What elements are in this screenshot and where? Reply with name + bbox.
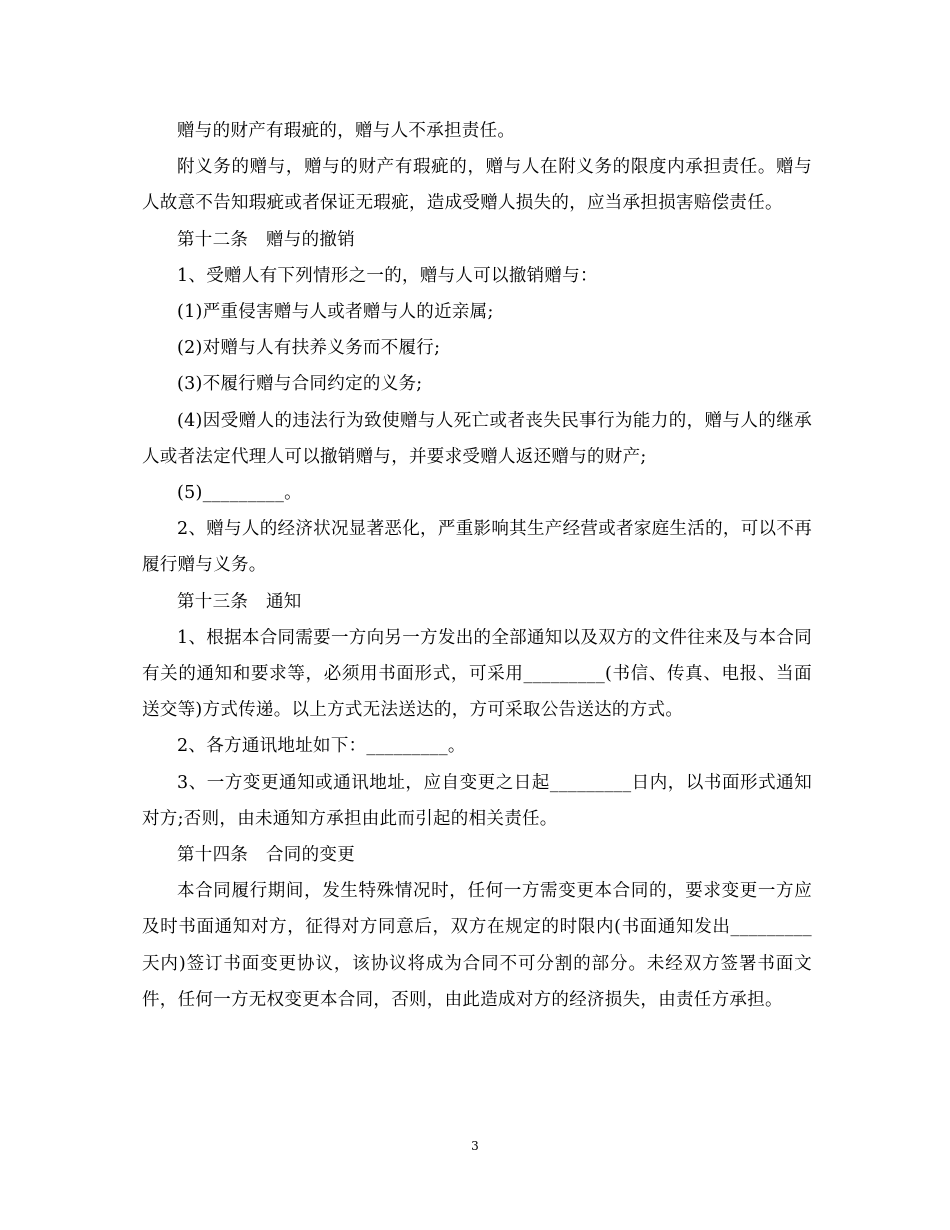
paragraph-notice-address: 2、各方通讯地址如下：_________。	[177, 736, 466, 757]
heading-article-12: 第十二条 赠与的撤销	[177, 229, 355, 250]
paragraph-defect-no-liability: 赠与的财产有瑕疵的，赠与人不承担责任。	[177, 121, 516, 141]
list-item-revocation-2: (2)对赠与人有扶养义务而不履行;	[177, 338, 441, 359]
paragraph-contract-change: 本合同履行期间，发生特殊情况时，任何一方需变更本合同的，要求变更一方应及时书面通知对方，征得对方同意后，双方在规定的时限内(书面通知发出_________天内)签订书面变更协议，该协议将成为合同不可分割的部分。未经双方签署书面文件，任何一方无权变更本合同，否则，由此造成对方的经济损失，由责任方承担。	[142, 881, 812, 1010]
list-item-revocation-1: (1)严重侵害赠与人或者赠与人的近亲属;	[177, 302, 494, 323]
paragraph-notice-form: 1、根据本合同需要一方向另一方发出的全部通知以及双方的文件往来及与本合同有关的通知和要求等，必须用书面形式，可采用_________(书信、传真、电报、当面送交等)方式传递。以上方式无法送达的，方可采取公告送达的方式。	[142, 627, 812, 721]
paragraph-economic-deterioration: 2、赠与人的经济状况显著恶化，严重影响其生产经营或者家庭生活的，可以不再履行赠与义务。	[142, 519, 812, 576]
page-number: 3	[471, 1139, 479, 1153]
list-item-revocation-5: (5)_________。	[177, 483, 302, 504]
paragraph-revocation-conditions: 1、受赠人有下列情形之一的，赠与人可以撤销赠与：	[177, 265, 598, 286]
list-item-revocation-3: (3)不履行赠与合同约定的义务;	[177, 374, 423, 395]
document-body	[142, 113, 812, 1018]
heading-article-14: 第十四条 合同的变更	[177, 845, 355, 866]
paragraph-defect-conditional-gift: 附义务的赠与，赠与的财产有瑕疵的，赠与人在附义务的限度内承担责任。赠与人故意不告知瑕疵或者保证无瑕疵，造成受赠人损失的，应当承担损害赔偿责任。	[142, 157, 812, 214]
paragraph-notice-change: 3、一方变更通知或通讯地址，应自变更之日起_________日内，以书面形式通知对方;否则，由未通知方承担由此而引起的相关责任。	[142, 772, 812, 829]
heading-article-13: 第十三条 通知	[177, 591, 302, 612]
list-item-revocation-4: (4)因受赠人的违法行为致使赠与人死亡或者丧失民事行为能力的，赠与人的继承人或者法定代理人可以撤销赠与，并要求受赠人返还赠与的财产;	[142, 410, 812, 467]
